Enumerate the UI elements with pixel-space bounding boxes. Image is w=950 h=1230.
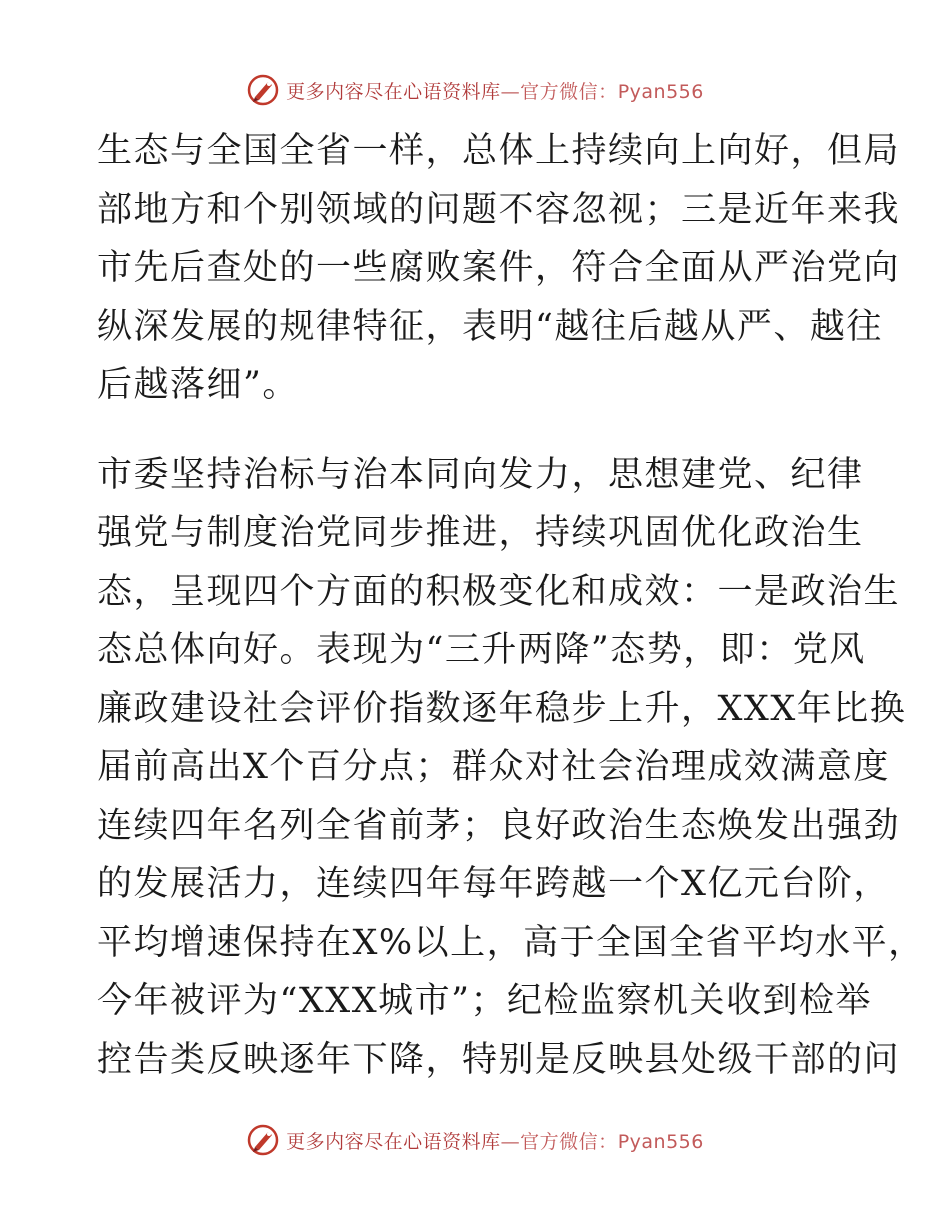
text-line: 纵深发展的规律特征，表明“越往后越从严、越往 (97, 306, 883, 347)
wechat-label: 官方微信： (520, 80, 618, 103)
text-line: 届前高出X个百分点；群众对社会治理成效满意度 (97, 747, 890, 787)
text-line: 部地方和个别领域的问题不容忽视；三是近年来我 (97, 189, 901, 230)
footer-banner (0, 1120, 950, 1160)
text-line: 强党与制度治党同步推进，持续巩固优化政治生 (97, 513, 864, 553)
text-line: 后越落细”。 (97, 365, 299, 405)
text-line: 生态与全国全省一样，总体上持续向上向好，但局 (97, 131, 901, 171)
wechat-id: Pyan556 (617, 1130, 704, 1153)
wechat-id: Pyan556 (617, 80, 704, 103)
banner-text (286, 1127, 704, 1154)
banner-text (286, 77, 704, 104)
text-line: 平均增速保持在X%以上，高于全国全省平均水平， (97, 922, 925, 963)
separator: — (500, 80, 521, 103)
pen-logo-icon (246, 1123, 280, 1157)
text-line: 今年被评为“XXX城市”；纪检监察机关收到检举 (97, 981, 873, 1021)
paragraph-2 (97, 446, 925, 1090)
text-line: 廉政建设社会评价指数逐年稳步上升，XXX年比换 (97, 688, 907, 729)
header-banner (0, 70, 950, 110)
separator: — (500, 1130, 521, 1153)
text-line: 态，呈现四个方面的积极变化和成效：一是政治生 (97, 571, 901, 612)
wechat-label: 官方微信： (520, 1130, 618, 1153)
site-text: 更多内容尽在心语资料库 (286, 80, 501, 103)
text-line: 态总体向好。表现为“三升两降”态势，即：党风 (97, 630, 866, 670)
text-line: 的发展活力，连续四年每年跨越一个X亿元台阶， (97, 864, 890, 904)
pen-logo-icon (246, 73, 280, 107)
site-text: 更多内容尽在心语资料库 (286, 1130, 501, 1153)
paragraph-1 (97, 122, 901, 415)
text-line: 控告类反映逐年下降，特别是反映县处级干部的问 (97, 1039, 901, 1080)
text-line: 连续四年名列全省前茅；良好政治生态焕发出强劲 (97, 805, 901, 846)
text-line: 市委坚持治标与治本同向发力，思想建党、纪律 (97, 454, 864, 495)
text-line: 市先后查处的一些腐败案件，符合全面从严治党向 (97, 248, 901, 288)
document-body (97, 122, 925, 1089)
